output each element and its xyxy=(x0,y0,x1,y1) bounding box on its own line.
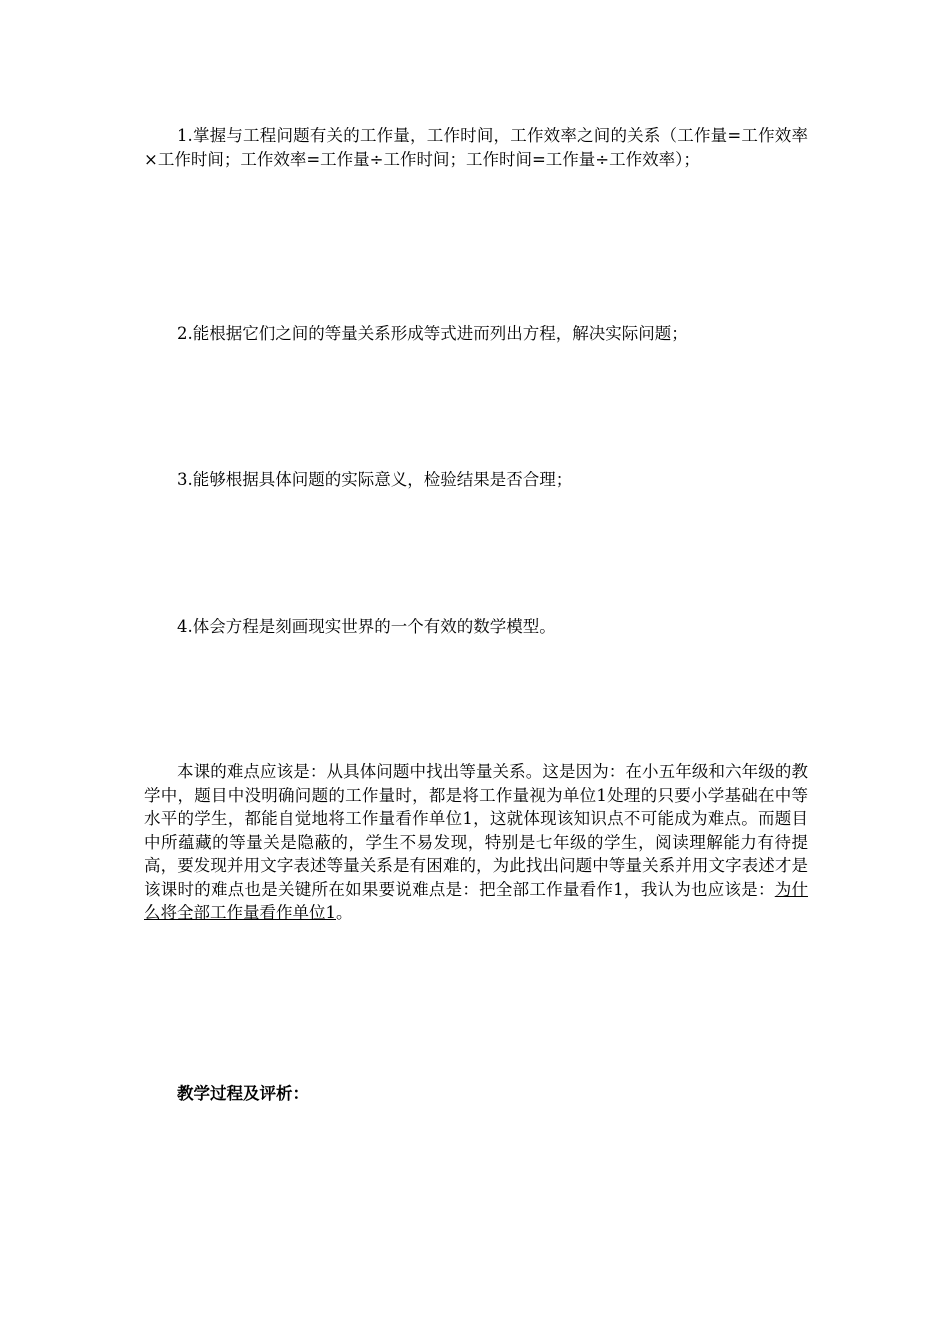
objective-3: 3.能够根据具体问题的实际意义，检验结果是否合理； xyxy=(177,470,573,489)
difficulty-ending: 。 xyxy=(336,903,353,922)
objective-2: 2.能根据它们之间的等量关系形成等式进而列出方程，解决实际问题； xyxy=(177,324,688,343)
difficulty-underlined-text: 为什么将全部工作量看作单位1 xyxy=(144,879,809,922)
section-heading: 教学过程及评析： xyxy=(177,1084,309,1103)
objective-4: 4.体会方程是刻画现实世界的一个有效的数学模型。 xyxy=(177,617,556,636)
difficulty-text: 本课的难点应该是：从具体问题中找出等量关系。这是因为：在小五年级和六年级的教学中，题目中没明确问题的工作量时，都是将工作量视为单位1处理的只要小学基础在中等水平的学生，都能自觉地将工作量看作单位1，这就体现该知识点不可能成为难点。而题目中所蕴藏的等量关是隐蔽的，学生不易发现，特别是七年级的学生，阅读理解能力有待提高，要发现并用文字表述等量关系是有困难的，为此找出问题中等量关系并用文字表述才是该课时的难点也是关键所在如果要说难点是：把全部工作量看作1，我认为也应该是： xyxy=(144,762,808,899)
difficulty-paragraph xyxy=(144,760,808,925)
objective-1: 1.掌握与工程问题有关的工作量，工作时间，工作效率之间的关系（工作量=工作效率×工作时间；工作效率=工作量÷工作时间；工作时间=工作量÷工作效率）； xyxy=(144,126,808,169)
